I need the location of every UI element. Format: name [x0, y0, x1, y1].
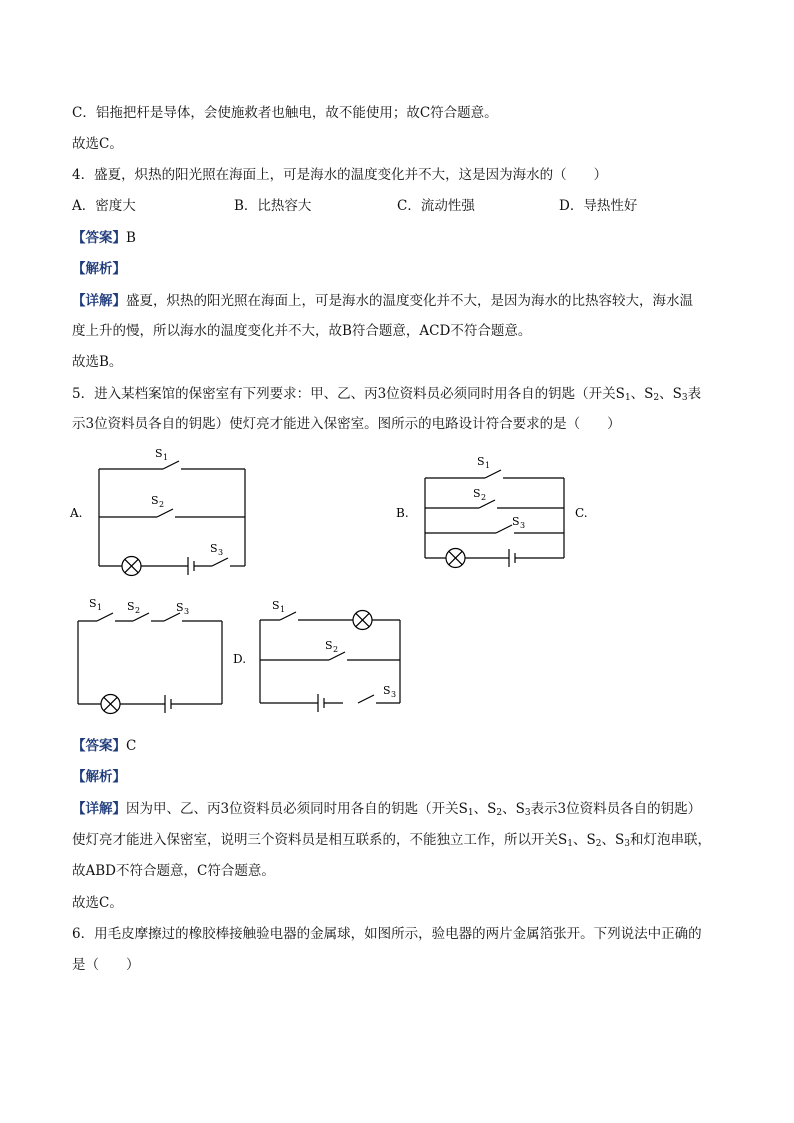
sub-1: 1 [624, 393, 631, 403]
sep: 、 [630, 386, 645, 402]
q4-detail-line2: 度上升的慢，所以海水的温度变化并不大，故B符合题意，ACD不符合题意。 [72, 323, 532, 339]
s1-letter: S [477, 455, 485, 468]
s2-letter: S [473, 487, 481, 500]
analysis-tag: 【解析】 [72, 261, 126, 277]
circuit-c-lamp [101, 695, 120, 714]
circuit-a [99, 461, 245, 575]
s1-sub: 1 [280, 605, 286, 614]
detail-text: 使灯亮才能进入保密室，说明三个资料员是相互联系的，不能独立工作，所以开关S [72, 832, 568, 848]
q5-detail-line2 [72, 831, 711, 853]
q5-conclusion: 故选C。 [72, 895, 123, 911]
sub-2: 2 [653, 393, 660, 403]
detail-tag: 【详解】 [72, 801, 126, 817]
switch-s: S [614, 832, 625, 848]
detail-text-end: 和灯泡串联， [629, 832, 711, 848]
answer-tag: 【答案】 [72, 738, 126, 754]
detail-tag: 【详解】 [72, 293, 126, 309]
stem-text-end: 表 [687, 386, 702, 402]
s3-sub: 3 [184, 607, 190, 616]
detail-text: 盛夏，炽热的阳光照在海面上，可是海水的温度变化并不大，是因为海水的比热容较大，海水温 [126, 293, 693, 309]
circuit-d [260, 612, 400, 712]
sub-1: 1 [467, 808, 474, 818]
q6-stem-line1: 6．用毛皮摩擦过的橡胶棒接触验电器的金属球，如图所示，验电器的两片金属箔张开。下列说法中正确的 [72, 926, 702, 942]
switch-s: S [515, 801, 525, 817]
switch-s: S [672, 386, 682, 402]
q3-option-c: C．铝拖把杆是导体，会使施救者也触电，故不能使用；故C符合题意。 [72, 105, 498, 121]
s2-sub: 2 [481, 493, 487, 502]
circuit-b [425, 470, 564, 567]
q5-detail-line1 [72, 800, 701, 822]
s3-sub: 3 [391, 690, 397, 699]
q4-conclusion: 故选B。 [72, 354, 123, 370]
q5-detail-line3: 故ABD不符合题意，C符合题意。 [72, 863, 275, 879]
label-a: A. [70, 506, 83, 520]
s2-sub: 2 [333, 645, 339, 654]
q4-stem: 4．盛夏，炽热的阳光照在海面上，可是海水的温度变化并不大，这是因为海水的（ ） [72, 167, 608, 183]
detail-text-end: 表示3位资料员各自的钥匙） [530, 801, 702, 817]
s3-letter: S [210, 542, 218, 555]
s1-letter: S [155, 447, 163, 460]
s1-sub: 1 [97, 603, 103, 612]
sub-3: 3 [524, 808, 531, 818]
s3-letter: S [176, 601, 184, 614]
answer-value: C [126, 738, 137, 754]
sep: 、 [659, 386, 673, 402]
q5-answer [72, 737, 136, 755]
q5-stem-line2: 示3位资料员各自的钥匙）使灯亮才能进入保密室。图所示的电路设计符合要求的是（ ） [72, 416, 621, 432]
circuit-b-labels [473, 455, 525, 530]
circuit-a-lamp [122, 557, 141, 576]
label-c: C. [575, 506, 588, 520]
s1-sub: 1 [485, 461, 491, 470]
sub-3: 3 [681, 393, 688, 403]
s2-sub: 2 [159, 500, 165, 509]
label-b: B. [396, 506, 409, 520]
detail-text: 因为甲、乙、丙3位资料员必须同时用各自的钥匙（开关S [126, 801, 468, 817]
q6-stem-line2: 是（ ） [72, 957, 140, 973]
sep: 、 [473, 801, 488, 817]
sub-3: 3 [624, 839, 630, 849]
answer-tag: 【答案】 [72, 230, 126, 246]
s1-letter: S [89, 597, 97, 610]
sep: 、 [502, 801, 516, 817]
circuit-c-labels [89, 597, 189, 616]
sep: 、 [601, 832, 615, 848]
q4-option-d: D．导热性好 [559, 198, 638, 214]
q3-conclusion: 故选C。 [72, 136, 123, 152]
s2-letter: S [127, 600, 135, 613]
s3-letter: S [512, 515, 520, 528]
s3-sub: 3 [520, 521, 526, 530]
circuit-d-lamp [353, 611, 372, 630]
s1-sub: 1 [163, 453, 169, 462]
s3-letter: S [383, 684, 391, 697]
label-d: D. [233, 652, 247, 666]
s2-sub: 2 [135, 606, 141, 615]
sub-2: 2 [595, 839, 602, 849]
sub-1: 1 [567, 839, 573, 849]
s1-letter: S [272, 599, 280, 612]
q4-option-c: C．流动性强 [397, 198, 475, 214]
s2-letter: S [325, 639, 333, 652]
q5-analysis-tag [72, 768, 126, 786]
q4-option-b: B．比热容大 [234, 198, 312, 214]
switch-s: S [644, 386, 654, 402]
s2-letter: S [151, 494, 159, 507]
circuit-b-lamp [446, 549, 465, 568]
switch-s: S [586, 832, 596, 848]
s3-sub: 3 [218, 548, 224, 557]
circuit-c [78, 613, 222, 713]
sub-2: 2 [496, 808, 503, 818]
circuit-d-labels [272, 599, 396, 699]
answer-value: B [126, 230, 136, 246]
circuit-a-labels [151, 447, 223, 557]
q4-option-a: A．密度大 [72, 198, 136, 214]
stem-text: 5．进入某档案馆的保密室有下列要求：甲、乙、丙3位资料员必须同时用各自的钥匙（开关S [72, 386, 625, 402]
switch-s: S [487, 801, 497, 817]
analysis-tag: 【解析】 [72, 769, 126, 785]
sep: 、 [572, 832, 587, 848]
